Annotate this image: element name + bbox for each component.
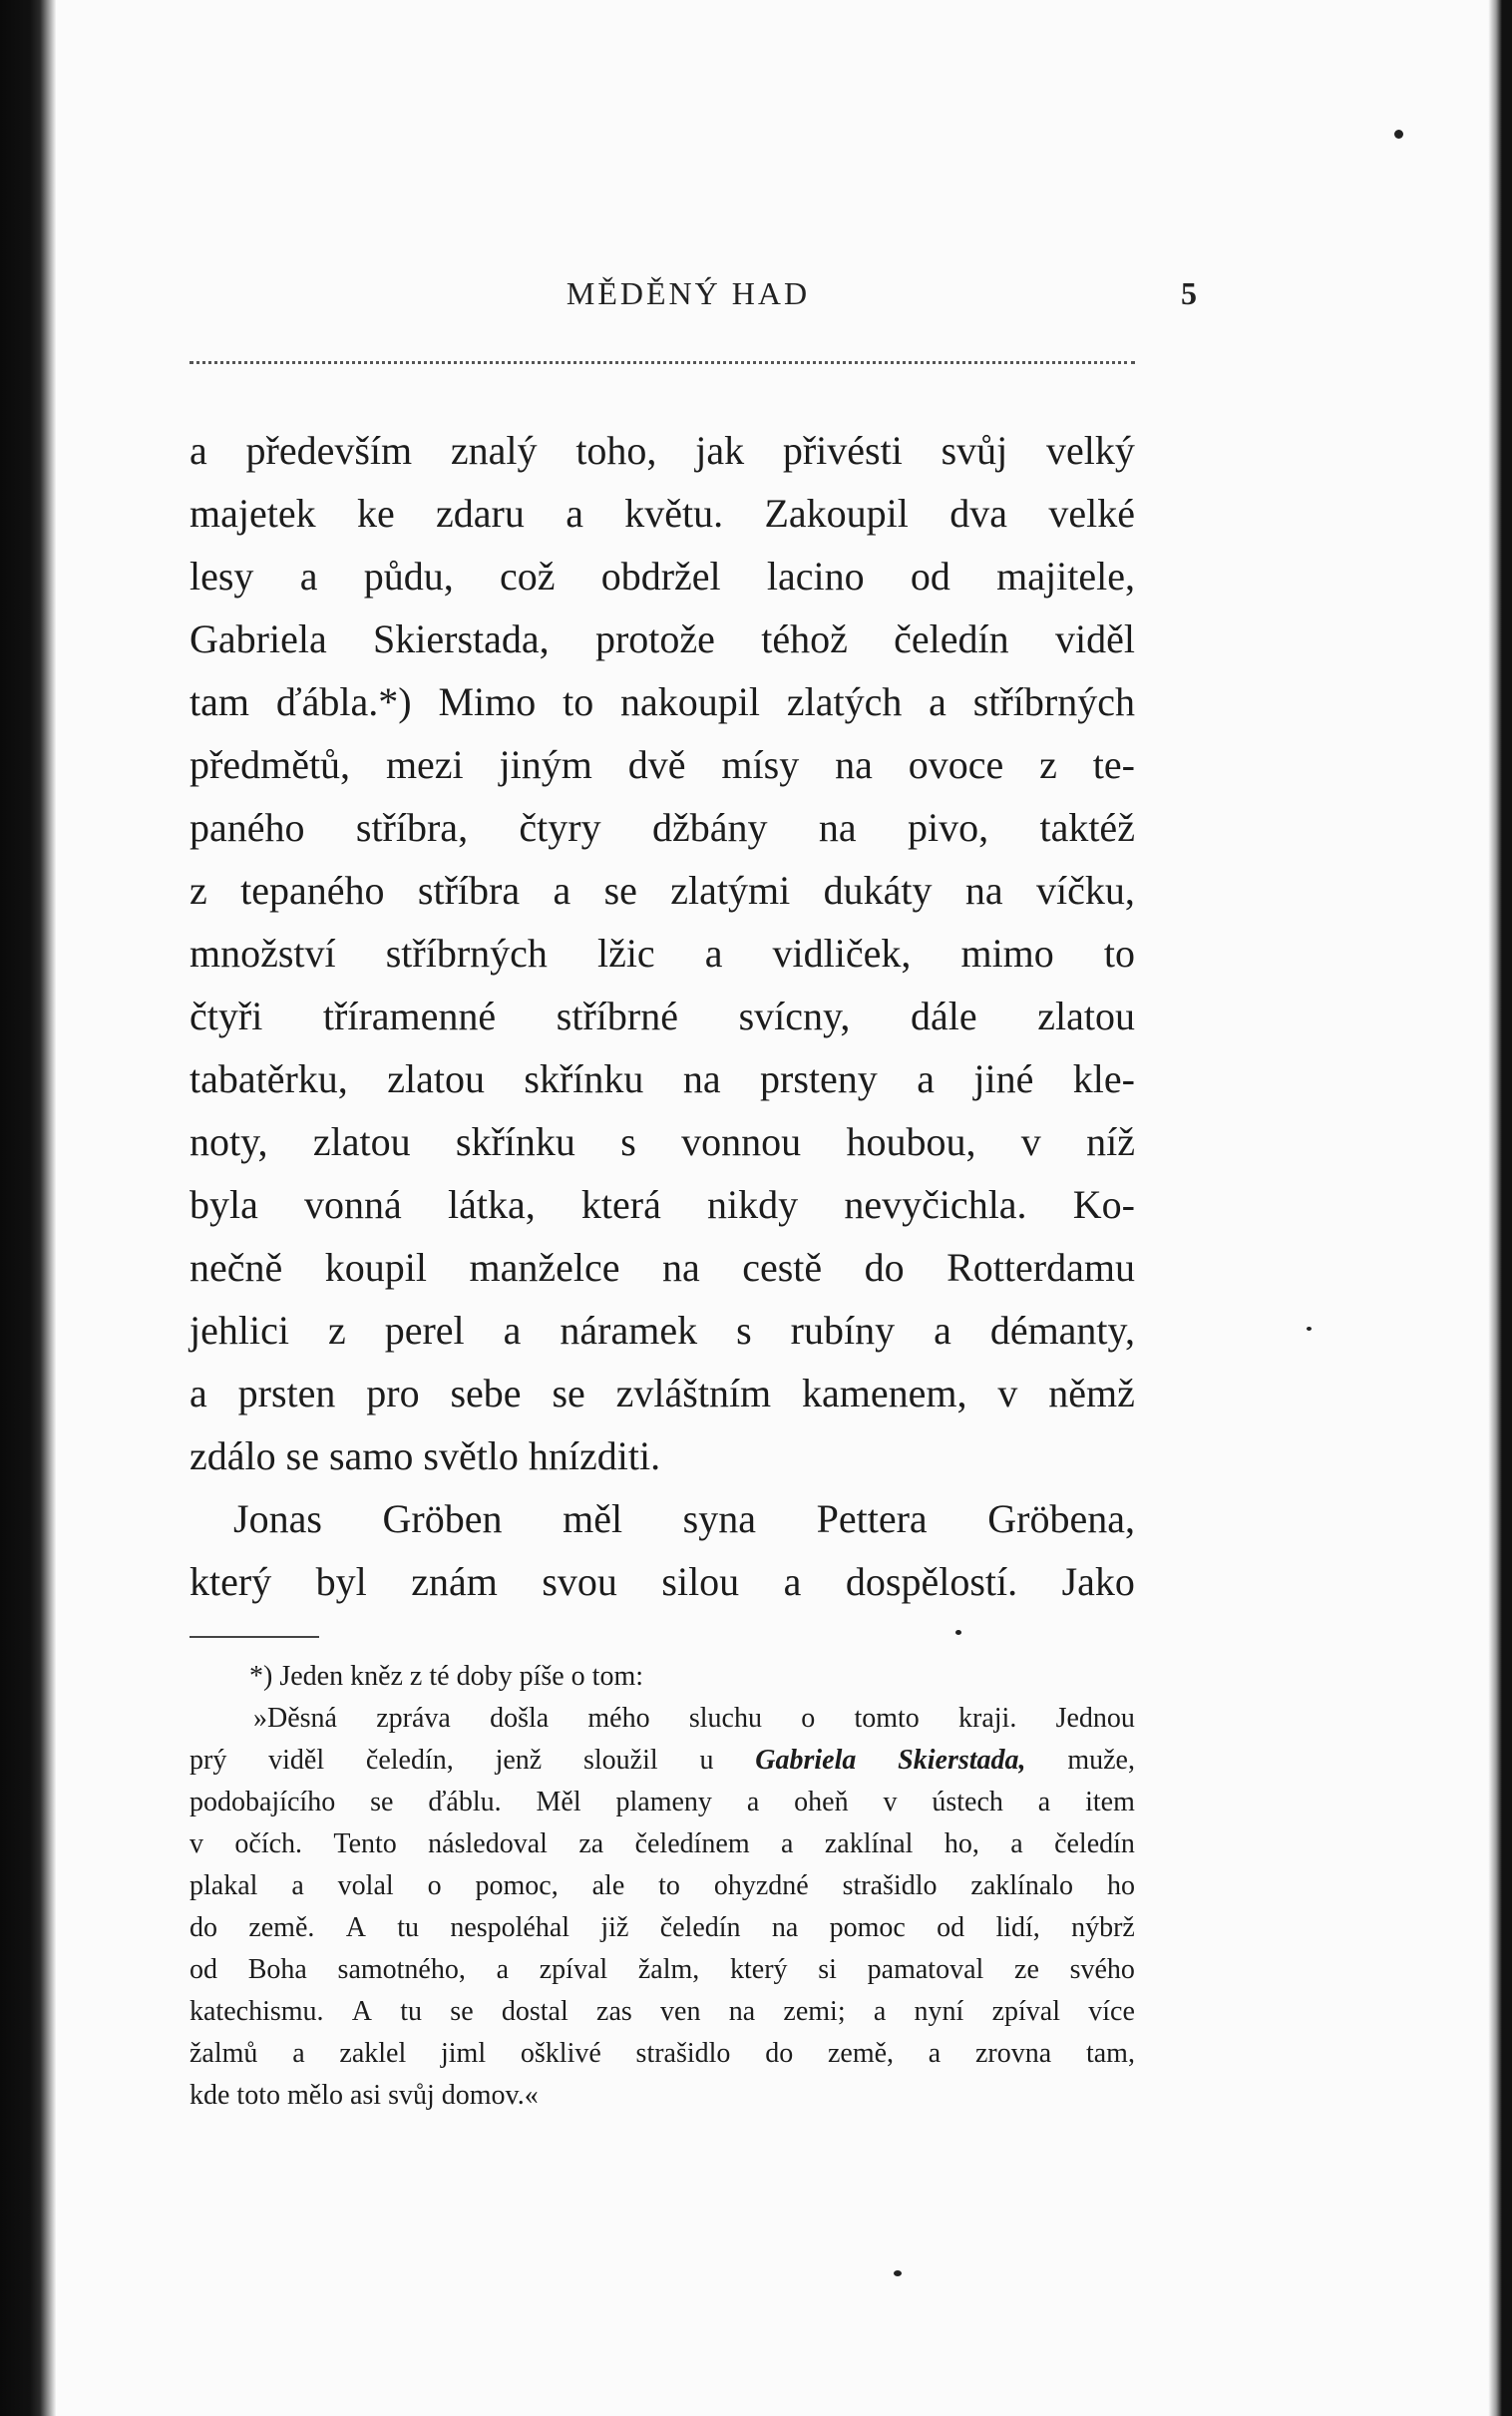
scan-edge-right xyxy=(1488,0,1512,2416)
word: démanty, xyxy=(989,1308,1135,1353)
word: který xyxy=(189,1559,272,1604)
word: stříbrné xyxy=(556,994,678,1038)
word: tam xyxy=(189,679,249,724)
footnote-word: zas xyxy=(596,1996,632,2027)
footnote-word: mého xyxy=(587,1703,650,1734)
footnote-word: na xyxy=(728,1996,756,2027)
footnote-word: se xyxy=(370,1787,394,1817)
word: čtyři xyxy=(189,994,263,1038)
footnote-word: zaklel xyxy=(339,2038,407,2069)
footnote-word: viděl xyxy=(268,1745,325,1776)
word: zvláštním xyxy=(615,1371,772,1415)
word: tříramenné xyxy=(322,994,497,1038)
word: byl xyxy=(315,1559,367,1604)
footnote-word: zpíval xyxy=(991,1996,1060,2027)
word: květu. xyxy=(624,491,724,536)
footnote-word: sluchu xyxy=(688,1703,762,1734)
word: Gröbena, xyxy=(987,1496,1135,1541)
footnote-line xyxy=(189,1740,1135,1782)
word: džbány xyxy=(651,805,768,850)
footnote-word: žalmů xyxy=(189,2038,258,2069)
footnote-word: prý xyxy=(189,1745,227,1776)
word: manželce xyxy=(469,1245,620,1290)
word: z xyxy=(189,868,207,913)
text-line xyxy=(189,796,1135,859)
word: Jonas xyxy=(233,1496,322,1541)
word: nikdy xyxy=(707,1182,799,1227)
word: velké xyxy=(1048,491,1135,536)
word: a xyxy=(189,428,207,473)
footnote-word: o xyxy=(801,1703,816,1734)
footnote-word: zpráva xyxy=(376,1703,451,1734)
footnote-word: kde toto mělo asi svůj domov.« xyxy=(189,2080,539,2111)
word: paného xyxy=(189,805,305,850)
word: množství xyxy=(189,931,336,976)
word: vonná xyxy=(304,1182,402,1227)
footnote-word: samotného, xyxy=(337,1954,466,1985)
word: a xyxy=(783,1559,802,1604)
footnote-word: ohyzdné xyxy=(713,1870,809,1901)
footnote-word: jiml xyxy=(441,2038,487,2069)
word: kamenem, xyxy=(802,1371,967,1415)
text-line xyxy=(189,1362,1135,1424)
footnote-word: do xyxy=(189,1912,217,1943)
word: to xyxy=(1103,931,1135,976)
text-line xyxy=(189,1299,1135,1362)
footnote-word: katechismu. xyxy=(189,1996,324,2027)
word: a xyxy=(566,491,583,536)
footnote-word: muže, xyxy=(1067,1745,1135,1776)
word: mezi xyxy=(385,742,464,787)
footnote-word: A xyxy=(351,1996,373,2027)
word: a xyxy=(929,679,946,724)
word: čeledín xyxy=(894,616,1009,661)
footnote-word: ven xyxy=(660,1996,701,2027)
word: pro xyxy=(366,1371,420,1415)
word: předmětů, xyxy=(189,742,351,787)
footnote-line xyxy=(189,1656,1135,1698)
word: dále xyxy=(911,994,977,1038)
scan-speck xyxy=(1394,130,1403,139)
footnote-line xyxy=(189,1949,1135,1991)
footnote-word: zemi; xyxy=(783,1996,846,2027)
word: a xyxy=(934,1308,951,1353)
word: vidliček, xyxy=(772,931,912,976)
footnote-line xyxy=(189,1865,1135,1907)
footnote-word: podobajícího xyxy=(189,1787,336,1817)
footnote-word: nespoléhal xyxy=(450,1912,570,1943)
word: z xyxy=(327,1308,346,1353)
word: víčku, xyxy=(1036,868,1135,913)
footnote-word: ale xyxy=(591,1870,625,1901)
footnote-line xyxy=(189,1823,1135,1865)
footnote-word: pamatoval xyxy=(867,1954,984,1985)
word: od xyxy=(910,554,950,599)
footnote-word: oheň xyxy=(794,1787,849,1817)
word: ďábla.*) xyxy=(275,679,412,724)
page-header xyxy=(189,275,1197,335)
footnote-word: plakal xyxy=(189,1870,258,1901)
text-line xyxy=(189,1424,1135,1487)
word: tabatěrku, xyxy=(189,1056,348,1101)
word: svou xyxy=(542,1559,617,1604)
word: majitele, xyxy=(996,554,1135,599)
word: dukáty xyxy=(823,868,933,913)
word: němž xyxy=(1048,1371,1135,1415)
word: mimo xyxy=(960,931,1054,976)
text-line xyxy=(189,859,1135,922)
footnote-word: ho, xyxy=(944,1828,979,1859)
footnote-word: item xyxy=(1085,1787,1135,1817)
text-line xyxy=(189,670,1135,733)
word: jiným xyxy=(499,742,592,787)
footnote-word: následoval xyxy=(428,1828,548,1859)
footnote-word: a xyxy=(928,2038,942,2069)
footnote-word: čeledínem xyxy=(634,1828,750,1859)
footnote-word: ze xyxy=(1014,1954,1039,1985)
word: svůj xyxy=(941,428,1008,473)
word: nakoupil xyxy=(620,679,761,724)
footnote-line xyxy=(189,1991,1135,2033)
body-text xyxy=(189,419,1135,1613)
word: přivésti xyxy=(782,428,903,473)
footnote-line xyxy=(189,1907,1135,1949)
footnote-word: země, xyxy=(827,2038,895,2069)
text-line xyxy=(189,922,1135,985)
word: tepaného xyxy=(240,868,385,913)
word: stříbra, xyxy=(355,805,469,850)
footnote-word: více xyxy=(1088,1996,1135,2027)
word: náramek xyxy=(560,1308,698,1353)
footnote-word: jenž xyxy=(495,1745,543,1776)
footnote-word: kraji. xyxy=(958,1703,1017,1734)
footnote-word: čeledín xyxy=(1054,1828,1135,1859)
word: v xyxy=(997,1371,1018,1415)
word: na xyxy=(964,868,1003,913)
word: Gröben xyxy=(382,1496,503,1541)
scan-speck xyxy=(1307,1327,1312,1331)
word: dospělostí. xyxy=(845,1559,1018,1604)
word: na xyxy=(835,742,873,787)
footnote-word: volal xyxy=(337,1870,394,1901)
word: s xyxy=(620,1119,636,1164)
footnote xyxy=(189,1656,1135,2117)
footnote-word: žalm, xyxy=(637,1954,700,1985)
word: obdržel xyxy=(600,554,721,599)
word: a xyxy=(917,1056,935,1101)
word: perel xyxy=(384,1308,465,1353)
text-line xyxy=(189,1110,1135,1173)
footnote-word: ošklivé xyxy=(520,2038,601,2069)
word: se xyxy=(603,868,637,913)
word: kle- xyxy=(1072,1056,1135,1101)
word: prsteny xyxy=(760,1056,878,1101)
word: Jako xyxy=(1061,1559,1135,1604)
footnote-word: a xyxy=(292,2038,305,2069)
word: toho, xyxy=(575,428,657,473)
footnote-word: svého xyxy=(1069,1954,1135,1985)
footnote-rule xyxy=(189,1636,319,1638)
footnote-word: zaklínal xyxy=(824,1828,914,1859)
footnote-word: na xyxy=(771,1912,799,1943)
word: cestě xyxy=(742,1245,823,1290)
footnote-word: Boha xyxy=(247,1954,307,1985)
word: to xyxy=(563,679,594,724)
footnote-word: tam, xyxy=(1085,2038,1135,2069)
word: a xyxy=(189,1371,207,1415)
word: houbou, xyxy=(846,1119,976,1164)
scan-speck xyxy=(894,2270,902,2276)
footnote-word: a xyxy=(1010,1828,1023,1859)
text-line xyxy=(189,1173,1135,1236)
word: v xyxy=(1020,1119,1041,1164)
word: jehlici xyxy=(189,1308,289,1353)
footnote-word: ho xyxy=(1106,1870,1135,1901)
word: taktéž xyxy=(1039,805,1135,850)
footnote-word: nyní xyxy=(914,1996,964,2027)
word: níž xyxy=(1086,1119,1135,1164)
text-line xyxy=(189,985,1135,1047)
word: s xyxy=(736,1308,752,1353)
word: Pettera xyxy=(816,1496,928,1541)
word: znám xyxy=(411,1559,498,1604)
footnote-word: a xyxy=(873,1996,887,2027)
word: látka, xyxy=(447,1182,536,1227)
word: zdálo se samo světlo hnízditi. xyxy=(189,1433,661,1478)
word: stříbra xyxy=(417,868,521,913)
footnote-word: který xyxy=(730,1954,788,1985)
word: skřínku xyxy=(455,1119,575,1164)
text-line xyxy=(189,1047,1135,1110)
word: byla xyxy=(189,1182,258,1227)
word: Gabriela xyxy=(189,616,327,661)
word: na xyxy=(682,1056,721,1101)
footnote-word: Jednou xyxy=(1055,1703,1135,1734)
word: čtyry xyxy=(519,805,601,850)
footnote-word: zpíval xyxy=(539,1954,608,1985)
text-line xyxy=(189,482,1135,545)
footnote-word: pomoc, xyxy=(475,1870,559,1901)
word: zlatou xyxy=(1037,994,1135,1038)
footnote-word: si xyxy=(818,1954,837,1985)
footnote-word: již xyxy=(600,1912,629,1943)
footnote-word: a xyxy=(291,1870,304,1901)
footnote-word: do xyxy=(765,2038,794,2069)
footnote-word: od xyxy=(189,1954,217,1985)
footnote-word: Tento xyxy=(333,1828,397,1859)
word: mísy xyxy=(721,742,800,787)
footnote-word: to xyxy=(658,1870,680,1901)
footnote-word: pomoc xyxy=(829,1912,906,1943)
footnote-word: lidí, xyxy=(995,1912,1040,1943)
footnote-word: o xyxy=(427,1870,442,1901)
footnote-word: došla xyxy=(490,1703,550,1734)
word: a xyxy=(704,931,723,976)
footnote-word: a xyxy=(496,1954,510,1985)
word: syna xyxy=(682,1496,756,1541)
text-line xyxy=(189,607,1135,670)
footnote-word: Skierstada, xyxy=(898,1745,1026,1776)
word: zlatou xyxy=(387,1056,485,1101)
word: te- xyxy=(1092,742,1135,787)
word: Rotterdamu xyxy=(946,1245,1135,1290)
word: se xyxy=(552,1371,585,1415)
word: především xyxy=(245,428,413,473)
word: vonnou xyxy=(681,1119,802,1164)
word: stříbrných xyxy=(972,679,1135,724)
word: majetek xyxy=(189,491,316,536)
word: znalý xyxy=(450,428,538,473)
word: ke xyxy=(356,491,395,536)
scan-edge-left xyxy=(0,0,56,2416)
footnote-line xyxy=(189,1698,1135,1740)
header-dotted-rule xyxy=(189,361,1135,364)
word: měl xyxy=(563,1496,623,1541)
text-line xyxy=(189,733,1135,796)
word: velký xyxy=(1046,428,1135,473)
footnote-word: země. xyxy=(248,1912,315,1943)
word: ovoce xyxy=(908,742,1004,787)
footnote-word: u xyxy=(699,1745,714,1776)
word: jak xyxy=(695,428,745,473)
word: Skierstada, xyxy=(373,616,550,661)
word: rubíny xyxy=(790,1308,896,1353)
word: Mimo xyxy=(438,679,537,724)
footnote-word: a xyxy=(781,1828,794,1859)
footnote-word: dostal xyxy=(501,1996,568,2027)
footnote-word: očích. xyxy=(234,1828,303,1859)
footnote-word: zaklínalo xyxy=(970,1870,1074,1901)
footnote-word: ústech xyxy=(932,1787,1003,1817)
footnote-word: tu xyxy=(397,1912,420,1943)
footnote-word: »Děsná xyxy=(253,1703,337,1734)
word: silou xyxy=(661,1559,740,1604)
footnote-word: strašidlo xyxy=(635,2038,731,2069)
word: prsten xyxy=(237,1371,336,1415)
word: pivo, xyxy=(907,805,989,850)
word: viděl xyxy=(1054,616,1135,661)
word: zlatými xyxy=(670,868,791,913)
footnote-line xyxy=(189,2075,1135,2117)
footnote-word: za xyxy=(578,1828,604,1859)
footnote-word: strašidlo xyxy=(842,1870,938,1901)
footnote-line xyxy=(189,2033,1135,2075)
text-line xyxy=(189,1550,1135,1613)
footnote-word: tu xyxy=(400,1996,423,2027)
word: noty, xyxy=(189,1119,268,1164)
footnote-word: Gabriela xyxy=(755,1745,857,1776)
word: jiné xyxy=(973,1056,1034,1101)
word: z xyxy=(1039,742,1057,787)
word: a xyxy=(503,1308,522,1353)
footnote-word: a xyxy=(1037,1787,1051,1817)
word: lacino xyxy=(766,554,865,599)
word: protože xyxy=(594,616,715,661)
word: svícny, xyxy=(738,994,851,1038)
footnote-word: *) Jeden kněz z té doby píše o tom: xyxy=(249,1661,644,1692)
word: lžic xyxy=(596,931,655,976)
word: na xyxy=(818,805,857,850)
footnote-word: tomto xyxy=(854,1703,920,1734)
word: zlatou xyxy=(312,1119,411,1164)
word: půdu, xyxy=(363,554,454,599)
text-line xyxy=(189,1487,1135,1550)
word: dvě xyxy=(627,742,686,787)
word: a xyxy=(553,868,571,913)
text-line xyxy=(189,545,1135,607)
footnote-word: A xyxy=(345,1912,366,1943)
footnote-word: v xyxy=(189,1828,203,1859)
text-line xyxy=(189,419,1135,482)
word: Zakoupil xyxy=(764,491,909,536)
footnote-word: a xyxy=(746,1787,760,1817)
footnote-word: ďáblu. xyxy=(428,1787,502,1817)
word: na xyxy=(661,1245,700,1290)
word: nečně xyxy=(189,1245,283,1290)
word: skřínku xyxy=(524,1056,644,1101)
word: stříbrných xyxy=(385,931,548,976)
word: která xyxy=(580,1182,661,1227)
footnote-word: sloužil xyxy=(583,1745,658,1776)
word: Ko- xyxy=(1072,1182,1135,1227)
footnote-word: plameny xyxy=(615,1787,712,1817)
footnote-word: zrovna xyxy=(975,2038,1052,2069)
running-title: MĚDĚNÝ HAD xyxy=(566,275,811,311)
page-number: 5 xyxy=(1181,275,1197,311)
word: což xyxy=(499,554,556,599)
word: a xyxy=(299,554,318,599)
footnote-word: od xyxy=(937,1912,965,1943)
word: do xyxy=(864,1245,905,1290)
word: nevyčichla. xyxy=(844,1182,1027,1227)
word: dva xyxy=(949,491,1007,536)
scan-speck xyxy=(955,1630,961,1635)
footnote-word: v xyxy=(883,1787,898,1817)
text-line xyxy=(189,1236,1135,1299)
footnote-word: Měl xyxy=(536,1787,581,1817)
word: koupil xyxy=(324,1245,427,1290)
word: téhož xyxy=(761,616,848,661)
word: zdaru xyxy=(436,491,525,536)
footnote-word: čeledín xyxy=(659,1912,741,1943)
word: zlatých xyxy=(786,679,903,724)
footnote-word: nýbrž xyxy=(1071,1912,1135,1943)
word: sebe xyxy=(450,1371,522,1415)
footnote-word: se xyxy=(450,1996,474,2027)
word: lesy xyxy=(189,554,254,599)
footnote-line xyxy=(189,1782,1135,1823)
footnote-word: čeledín, xyxy=(365,1745,454,1776)
